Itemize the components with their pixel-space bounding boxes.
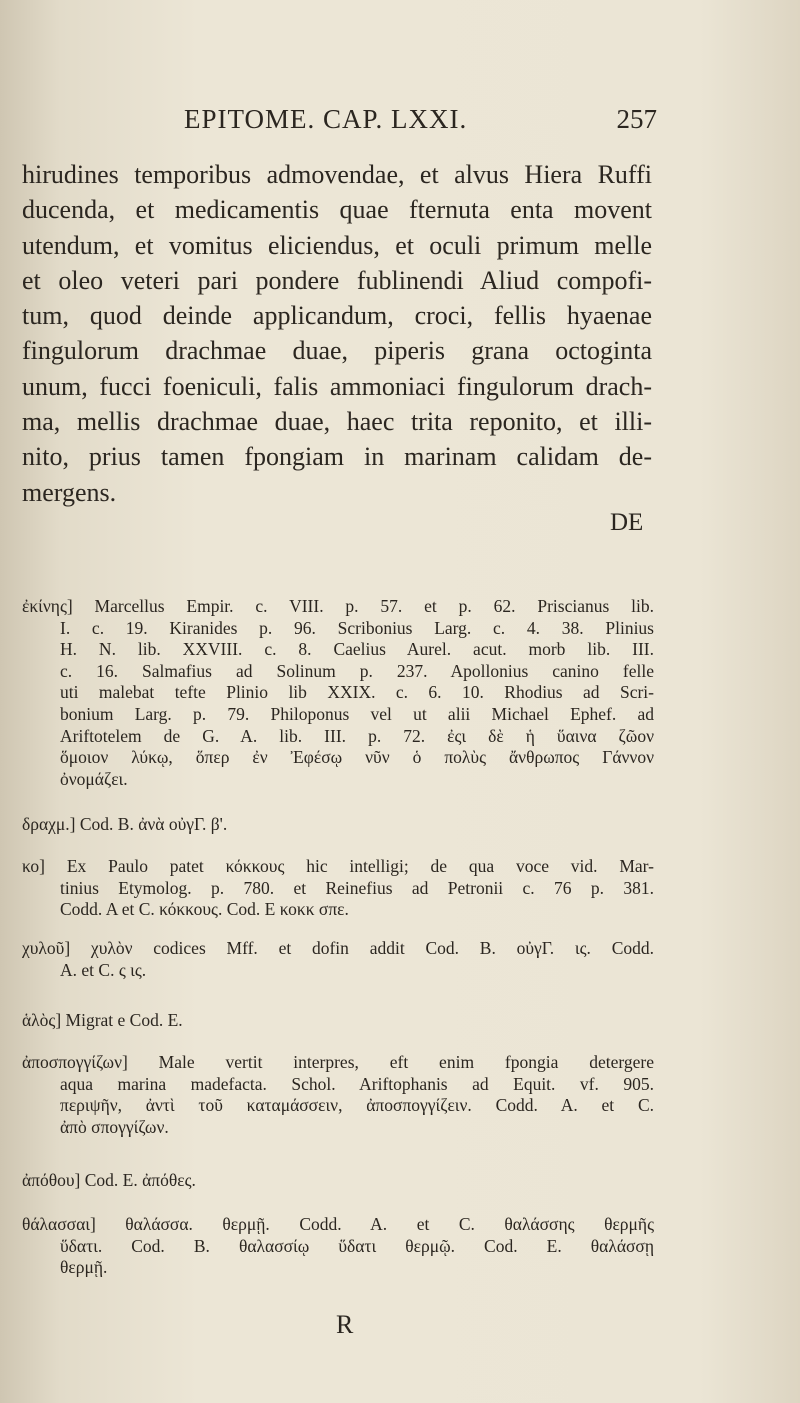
page-number: 257	[616, 104, 657, 134]
footnote	[22, 938, 654, 981]
text-line: utendum, et vomitus eliciendus, et oculi primum melle	[22, 230, 652, 260]
footnote	[22, 1170, 654, 1192]
footnote-line: κο] Ex Paulo patet κόκκους hic intelligi; de qua voce vid. Mar-	[22, 856, 654, 876]
footnote-line: bonium Larg. p. 79. Philoponus vel ut alii Michael Ephef. ad	[60, 703, 654, 724]
text-line: et oleo veteri pari pondere fublinendi Aliud compofi-	[22, 265, 652, 295]
footnote-line: ἀπὸ σπογγίζων.	[60, 1116, 169, 1137]
footnote-line: c. 16. Salmafius ad Solinum p. 237. Apollonius canino felle	[60, 660, 654, 681]
footnote-line: ἀποσπογγίζων] Male vertit interpres, eft enim fpongia detergere	[22, 1052, 654, 1072]
footnote-line: περιψῆν, ἀντὶ τοῦ καταμάσσειν, ἀποσπογγίζειν. Codd. A. et C.	[60, 1095, 654, 1116]
footnote-line: Ariftotelem de G. A. lib. III. p. 72. ἐςι δὲ ἡ ὕαινα ζῶον	[60, 725, 654, 746]
footnote-line: θερμῇ.	[60, 1257, 108, 1278]
catchword: DE	[610, 509, 644, 536]
text-line: unum, fucci foeniculi, falis ammoniaci fingulorum drach-	[22, 371, 652, 401]
signature-mark: R	[336, 1310, 354, 1339]
footnote-line: I. c. 19. Kiranides p. 96. Scribonius Larg. c. 4. 38. Plinius	[60, 617, 654, 638]
footnote	[22, 856, 654, 921]
footnote-line: δραχμ.] Cod. B. ἀνὰ οὐγΓ. β'.	[22, 814, 228, 834]
footnote-line: ἁλὸς] Migrat e Cod. E.	[22, 1010, 183, 1030]
text-line: ducenda, et medicamentis quae fternuta enta movent	[22, 195, 652, 225]
footnote-line: χυλοῦ] χυλὸν codices Mff. et dofin addit Cod. B. οὐγΓ. ις. Codd.	[22, 938, 654, 958]
footnote-line: tinius Etymolog. p. 780. et Reinefius ad Petronii c. 76 p. 381.	[60, 877, 654, 898]
footnote-line: A. et C. ς ις.	[60, 959, 147, 980]
running-title: EPITOME. CAP. LXXI.	[184, 104, 468, 134]
main-text	[22, 157, 652, 510]
footnote-line: uti malebat tefte Plinio lib XXIX. c. 6. 10. Rhodius ad Scri-	[60, 682, 654, 703]
footnote-line: H. N. lib. XXVIII. c. 8. Caelius Aurel. acut. morb lib. III.	[60, 639, 654, 660]
text-line: hirudines temporibus admovendae, et alvus Hiera Ruffi	[22, 160, 652, 189]
text-line: nito, prius tamen fpongiam in marinam calidam de-	[22, 442, 652, 472]
text-line: tum, quod deinde applicandum, croci, fellis hyaenae	[22, 301, 652, 331]
running-header	[22, 104, 657, 144]
footnote-line: Codd. A et C. κόκκους. Cod. E κοκκ σπε.	[60, 899, 349, 920]
footnote-line: ὕδατι. Cod. B. θαλασσίῳ ὕδατι θερμῷ. Cod. E. θαλάσσῃ	[60, 1235, 654, 1256]
footnote	[22, 1214, 654, 1279]
footnote	[22, 1010, 654, 1032]
footnote-line: ἐκίνης] Marcellus Empir. c. VIII. p. 57. et p. 62. Priscianus lib.	[22, 596, 654, 616]
footnote-line: ἀπόθου] Cod. E. ἀπόθες.	[22, 1170, 196, 1190]
footnote-line: ὅμοιον λύκῳ, ὅπερ ἐν Ἐφέσῳ νῦν ὁ πολὺς ἄνθρωπος Γάννον	[60, 747, 654, 768]
footnote-line: ὀνομάζει.	[60, 768, 128, 789]
footnote-line: aqua marina madefacta. Schol. Ariftophanis ad Equit. vf. 905.	[60, 1073, 654, 1094]
footnote	[22, 1052, 654, 1138]
footnote-line: θάλασσαι] θαλάσσα. θερμῇ. Codd. A. et C. θαλάσσης θερμῆς	[22, 1214, 654, 1234]
text-line: ma, mellis drachmae duae, haec trita reponito, et illi-	[22, 407, 652, 437]
footnote	[22, 814, 654, 836]
text-line: fingulorum drachmae duae, piperis grana octoginta	[22, 336, 652, 366]
text-line: mergens.	[22, 477, 117, 507]
footnote	[22, 596, 654, 790]
